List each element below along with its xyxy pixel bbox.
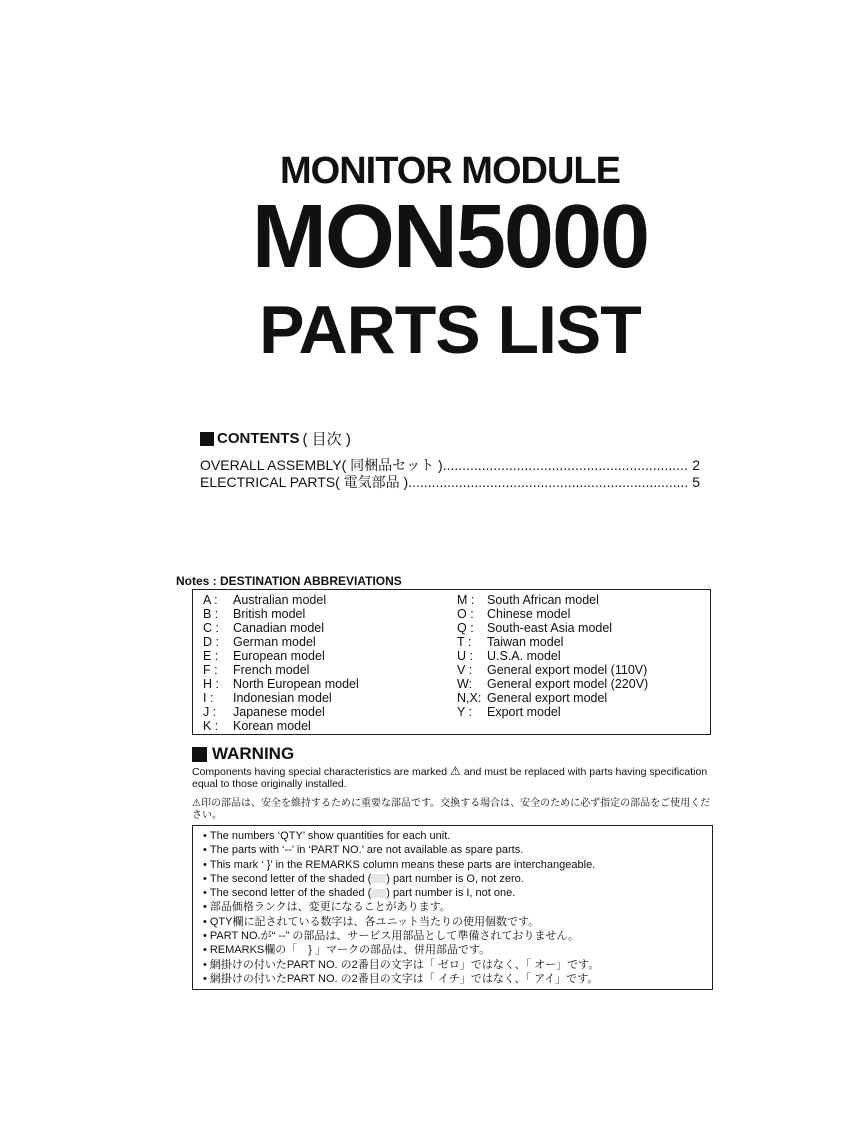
- abbreviation-code: C :: [203, 621, 219, 635]
- abbreviation-code: M :: [457, 593, 475, 607]
- shaded-i-text: The second letter of the shaded (: [209, 887, 372, 900]
- abbreviation-description: South-east Asia model: [487, 621, 613, 635]
- abbreviation-row: [457, 607, 648, 621]
- abbreviation-row: [457, 593, 648, 607]
- abbreviations-box: [192, 589, 711, 735]
- warning-heading-text: WARNING: [212, 744, 295, 763]
- abbreviation-code: T :: [457, 635, 472, 649]
- toc-entry-page: 5: [692, 474, 700, 490]
- abbreviation-code: F :: [203, 663, 218, 677]
- abbreviation-row: [203, 607, 359, 621]
- toc-leader-dots: [408, 474, 688, 491]
- list-item: [203, 872, 712, 886]
- abbreviation-row: [457, 691, 648, 705]
- abbreviation-description: German model: [233, 635, 316, 649]
- abbreviation-code: Q :: [457, 621, 474, 635]
- notes-heading: Notes : DESTINATION ABBREVIATIONS: [176, 574, 402, 588]
- contents-heading: [200, 428, 700, 449]
- abbreviation-code: B :: [203, 607, 219, 621]
- abbreviation-row: [457, 649, 648, 663]
- abbreviation-description: Chinese model: [487, 607, 571, 621]
- abbreviation-code: W:: [457, 677, 473, 691]
- abbreviations-left-column: [203, 593, 359, 733]
- abbreviation-description: Taiwan model: [487, 635, 564, 649]
- abbreviation-description: U.S.A. model: [487, 649, 561, 663]
- abbreviation-code: O :: [457, 607, 474, 621]
- warning-heading: [192, 744, 294, 764]
- black-square-icon: [200, 432, 214, 446]
- toc-entry[interactable]: [200, 457, 700, 474]
- toc-leader-dots: [443, 457, 688, 474]
- abbreviation-row: [457, 705, 648, 719]
- list-item: • 網掛けの付いたPART NO. の2番目の文字は「 ゼロ」ではなく、「 オー」です。: [203, 958, 712, 972]
- abbreviation-row: [203, 621, 359, 635]
- black-square-icon: [192, 747, 207, 762]
- abbreviation-description: Export model: [487, 705, 561, 719]
- abbreviation-description: Australian model: [233, 593, 327, 607]
- abbreviation-row: [203, 635, 359, 649]
- abbreviation-description: South African model: [487, 593, 599, 607]
- abbreviation-code: D :: [203, 635, 219, 649]
- abbreviation-description: European model: [233, 649, 325, 663]
- abbreviation-row: [203, 719, 359, 733]
- abbreviation-description: General export model (220V): [487, 677, 649, 691]
- abbreviations-right-column: [457, 593, 648, 719]
- warning-text: [192, 765, 714, 790]
- list-item: • REMARKS欄の「 } 」マークの部品は、併用部品です。: [203, 943, 712, 957]
- abbreviation-row: [457, 677, 648, 691]
- abbreviation-code: N,X:: [457, 691, 482, 705]
- abbreviation-row: [203, 677, 359, 691]
- warning-text-jp: [192, 798, 714, 822]
- abbreviation-description: Japanese model: [233, 705, 325, 719]
- abbreviation-code: A :: [203, 593, 218, 607]
- title-parts-list: PARTS LIST: [259, 292, 641, 368]
- list-item: • 部品価格ランクは、変更になることがあります。: [203, 900, 712, 914]
- abbreviation-row: [457, 635, 648, 649]
- abbreviation-description: General export model (110V): [487, 663, 648, 677]
- notes-list-box: [192, 825, 713, 990]
- title-model: MON5000: [251, 187, 649, 287]
- list-item: • The parts with ‘--’ in ‘PART NO.’ are not available as spare parts.: [203, 843, 712, 857]
- list-item: • PART NO.が“ --” の部品は、サービス用部品として準備されておりません。: [203, 929, 712, 943]
- shaded-o-text: The second letter of the shaded (: [209, 872, 372, 885]
- abbreviation-row: [203, 593, 359, 607]
- toc-entry[interactable]: [200, 474, 700, 491]
- abbreviation-description: North European model: [233, 677, 359, 691]
- abbreviation-description: British model: [233, 607, 306, 621]
- abbreviation-description: French model: [233, 663, 310, 677]
- abbreviation-code: J :: [203, 705, 217, 719]
- abbreviation-row: [203, 691, 359, 705]
- shaded-i-text-end: ) part number is I, not one.: [386, 887, 516, 900]
- abbreviation-code: U :: [457, 649, 473, 663]
- title-module: MONITOR MODULE: [280, 150, 620, 192]
- toc-entry-page: 2: [692, 457, 700, 473]
- contents-section: [200, 428, 700, 491]
- shaded-o-text-end: ) part number is O, not zero.: [386, 872, 524, 885]
- warning-text-jp-body: 印の部品は、安全を維持するために重要な部品です。交換する場合は、安全のために必ず指定の部品をご使用ください。: [192, 798, 711, 821]
- contents-heading-jp: ( 目次 ): [302, 431, 351, 448]
- abbreviation-code: E :: [203, 649, 219, 663]
- abbreviation-code: H :: [203, 677, 219, 691]
- abbreviation-description: Indonesian model: [233, 691, 332, 705]
- abbreviation-description: General export model: [487, 691, 608, 705]
- abbreviation-row: [203, 649, 359, 663]
- warning-text-end: and must be replaced with parts having specification equal to those originally installed.: [192, 766, 708, 790]
- abbreviation-row: [203, 663, 359, 677]
- abbreviation-row: [203, 705, 359, 719]
- list-item: • This mark ‘ }’ in the REMARKS column means these parts are interchangeable.: [203, 858, 712, 872]
- abbreviation-code: Y :: [457, 705, 473, 719]
- shaded-swatch: [371, 889, 386, 898]
- abbreviation-description: Korean model: [233, 719, 311, 733]
- list-item: [203, 886, 712, 900]
- warning-triangle-icon: ⚠: [192, 798, 201, 809]
- abbreviation-description: Canadian model: [233, 621, 325, 635]
- toc-entry-label: OVERALL ASSEMBLY( 同梱品セット ): [200, 457, 443, 473]
- abbreviation-row: [457, 621, 648, 635]
- toc-entry-label: ELECTRICAL PARTS( 電気部品 ): [200, 474, 409, 490]
- notes-list: [203, 829, 712, 986]
- list-item: • 網掛けの付いたPART NO. の2番目の文字は「 イチ」ではなく、「 アイ」です。: [203, 972, 712, 986]
- list-item: • QTY欄に記されている数字は、各ユニット当たりの使用個数です。: [203, 915, 712, 929]
- abbreviation-row: [457, 663, 648, 677]
- contents-heading-text: CONTENTS: [217, 430, 300, 447]
- shaded-swatch: [371, 874, 386, 883]
- abbreviation-code: V :: [457, 663, 473, 677]
- toc-list: [200, 457, 700, 491]
- warning-triangle-icon: ⚠: [450, 764, 461, 778]
- warning-text-start: Components having special characteristics are marked: [192, 766, 448, 778]
- list-item: • The numbers ‘QTY’ show quantities for each unit.: [203, 829, 712, 843]
- abbreviation-code: I :: [203, 691, 214, 705]
- abbreviation-code: K :: [203, 719, 219, 733]
